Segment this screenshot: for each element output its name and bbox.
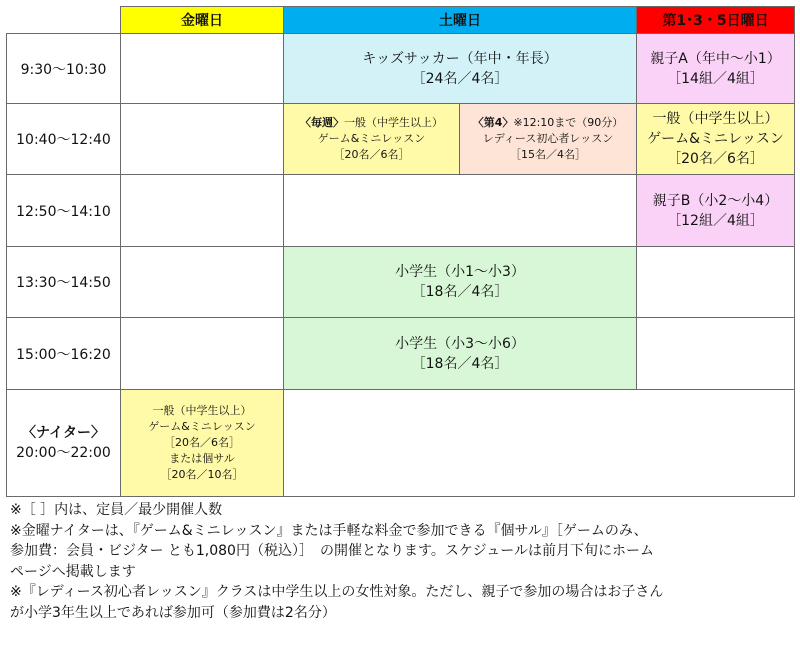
weekly-general-name: 一般（中学生以上） — [344, 116, 443, 129]
notes — [10, 500, 795, 623]
weekly-tag: 〈毎週〉 — [300, 116, 344, 129]
parent-b-name: 親子B（小2〜小4） — [652, 192, 779, 209]
elementary-3-6-capacity: ［18名／4名］ — [411, 355, 509, 372]
saturday-empty-3 — [283, 174, 637, 247]
header-monthly-sunday: 第1･3・5日曜日 — [636, 6, 795, 34]
night-class-sub: ゲーム&ミニレッスン — [148, 420, 256, 433]
header-saturday: 土曜日 — [283, 6, 637, 34]
weekly-general-capacity: ［20名／6名］ — [333, 148, 410, 161]
parent-a-name: 親子A（年中〜小1） — [650, 50, 781, 67]
parent-a-class — [636, 33, 795, 104]
note-line: ※『レディース初心者レッスン』クラスは中学生以上の女性対象。ただし、親子で参加の場合はお子さん — [10, 584, 664, 600]
friday-night-class — [120, 389, 284, 497]
monthly-general-capacity: ［20名／6名］ — [667, 151, 764, 167]
time-slot-3: 12:50〜14:10 — [6, 174, 121, 247]
ladies-tag: 〈第4〉 — [472, 116, 514, 129]
friday-empty-3 — [120, 174, 284, 247]
time-slot-night — [6, 389, 121, 497]
kids-soccer-capacity: ［24名／4名］ — [411, 70, 509, 87]
sunday-empty-5 — [636, 317, 795, 390]
ladies-title — [473, 115, 624, 131]
ladies-class — [459, 103, 637, 175]
monthly-general-name: 一般（中学生以上） — [652, 111, 779, 127]
elementary-1-3-name: 小学生（小1〜小3） — [395, 264, 525, 280]
kids-soccer-name: キッズサッカー（年中・年長） — [362, 50, 558, 67]
night-class-name: 一般（中学生以上） — [152, 404, 252, 417]
note-line: ページへ掲載します — [10, 563, 136, 580]
kids-soccer-class — [283, 33, 637, 104]
saturday-sunday-night-empty — [283, 389, 795, 497]
elementary-3-6-name: 小学生（小3〜小6） — [395, 335, 525, 352]
header-friday: 金曜日 — [120, 6, 284, 34]
note-line: ※［ ］内は、定員／最少開催人数 — [10, 502, 223, 518]
weekly-general-title — [300, 115, 443, 131]
parent-b-capacity: ［12組／4組］ — [667, 212, 764, 229]
friday-empty-4 — [120, 246, 284, 318]
time-slot-2: 10:40〜12:40 — [6, 103, 121, 175]
elementary-3-6-class — [283, 317, 637, 390]
weekly-general-class — [283, 103, 460, 175]
night-class-alt: または個サル — [169, 452, 235, 465]
night-class-alt-capacity: ［20名／10名］ — [160, 468, 244, 481]
sunday-empty-4 — [636, 246, 795, 318]
monthly-general-class — [636, 103, 795, 175]
time-slot-4: 13:30〜14:50 — [6, 246, 121, 318]
parent-b-class — [636, 174, 795, 247]
time-slot-5: 15:00〜16:20 — [6, 317, 121, 390]
elementary-1-3-capacity: ［18名／4名］ — [411, 284, 509, 300]
night-class-capacity: ［20名／6名］ — [164, 436, 240, 449]
monthly-general-sub: ゲーム&ミニレッスン — [647, 131, 784, 147]
note-line: が小学3年生以上であれば参加可（参加費は2名分） — [10, 604, 336, 621]
elementary-1-3-class — [283, 246, 637, 318]
note-line: 参加費：会員・ビジター とも1,080円（税込）］ の開催となります。スケジュールは前月下旬にホーム — [10, 543, 655, 559]
friday-empty-2 — [120, 103, 284, 175]
friday-empty-1 — [120, 33, 284, 104]
ladies-name: レディース初心者レッスン — [482, 132, 614, 145]
weekly-general-sub: ゲーム&ミニレッスン — [317, 132, 426, 145]
note-line: ※金曜ナイターは、『ゲーム&ミニレッスン』または手軽な料金で参加できる『個サル』［ゲームのみ、 — [10, 522, 648, 539]
night-time: 20:00〜22:00 — [16, 445, 111, 461]
parent-a-capacity: ［14組／4組］ — [667, 70, 764, 87]
ladies-capacity: ［15名／4名］ — [509, 148, 586, 161]
time-slot-1: 9:30〜10:30 — [6, 33, 121, 104]
night-label: 〈ナイター〉 — [21, 425, 105, 441]
ladies-time-note: ※12:10まで（90分） — [513, 116, 624, 129]
friday-empty-5 — [120, 317, 284, 390]
